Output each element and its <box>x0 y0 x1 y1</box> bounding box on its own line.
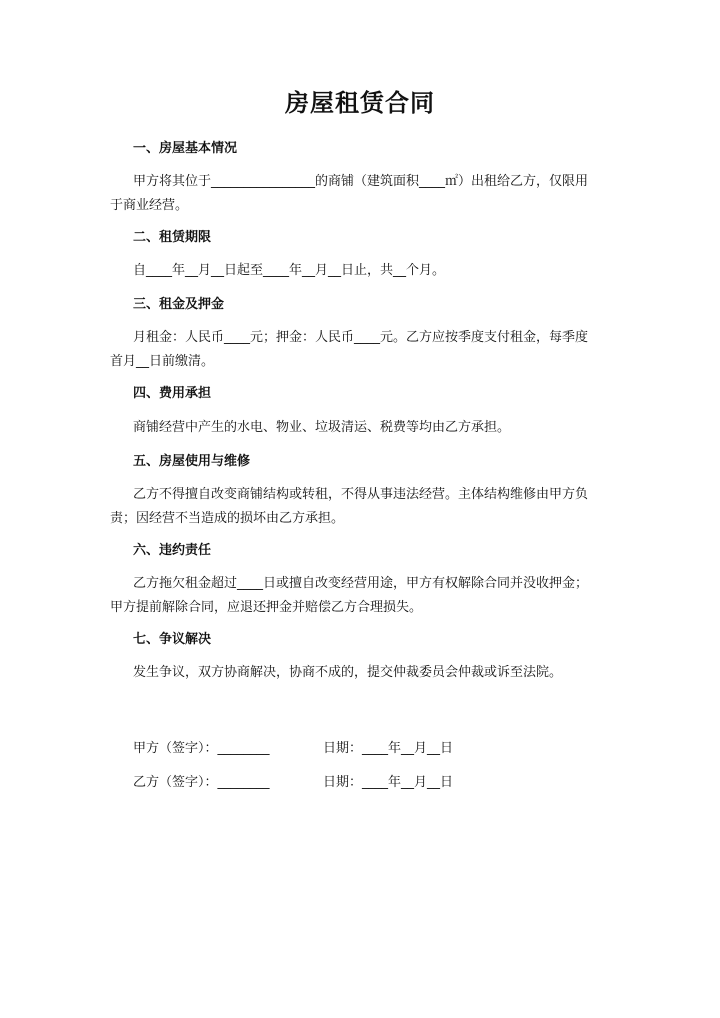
section-7-heading: 七、争议解决 <box>133 632 212 647</box>
party-b-signature: 乙方（签字）：________ <box>133 775 270 790</box>
signature-row-party-a <box>133 740 454 758</box>
section-3-body: 月租金：人民币____元；押金：人民币____元。乙方应按季度支付租金，每季度首月__日前缴清。 <box>110 330 589 369</box>
party-a-date: 日期：____年__月__日 <box>323 741 454 756</box>
section-2-body: 自____年__月__日起至____年__月__日止，共__个月。 <box>133 263 446 278</box>
party-a-signature: 甲方（签字）：________ <box>133 741 270 756</box>
section-5-body: 乙方不得擅自改变商铺结构或转租，不得从事违法经营。主体结构维修由甲方负责；因经营不当造成的损坏由乙方承担。 <box>110 487 589 526</box>
party-b-date: 日期：____年__月__日 <box>323 775 454 790</box>
document-title: 房屋租赁合同 <box>285 89 435 117</box>
section-6-body: 乙方拖欠租金超过____日或擅自改变经营用途，甲方有权解除合同并没收押金；甲方提前解除合同，应退还押金并赔偿乙方合理损失。 <box>110 576 589 615</box>
section-1-body: 甲方将其位于________________的商铺（建筑面积____㎡）出租给乙方，仅限用于商业经营。 <box>110 174 589 213</box>
section-4-heading: 四、费用承担 <box>133 386 212 401</box>
section-7-body: 发生争议，双方协商解决，协商不成的，提交仲裁委员会仲裁或诉至法院。 <box>133 665 563 680</box>
signature-row-party-b <box>133 774 454 792</box>
section-5-heading: 五、房屋使用与维修 <box>133 454 251 469</box>
section-6-heading: 六、违约责任 <box>133 543 212 558</box>
section-2-heading: 二、租赁期限 <box>133 230 212 245</box>
section-3-heading: 三、租金及押金 <box>133 297 225 312</box>
section-1-heading: 一、房屋基本情况 <box>133 141 238 156</box>
section-4-body: 商铺经营中产生的水电、物业、垃圾清运、税费等均由乙方承担。 <box>133 420 511 435</box>
